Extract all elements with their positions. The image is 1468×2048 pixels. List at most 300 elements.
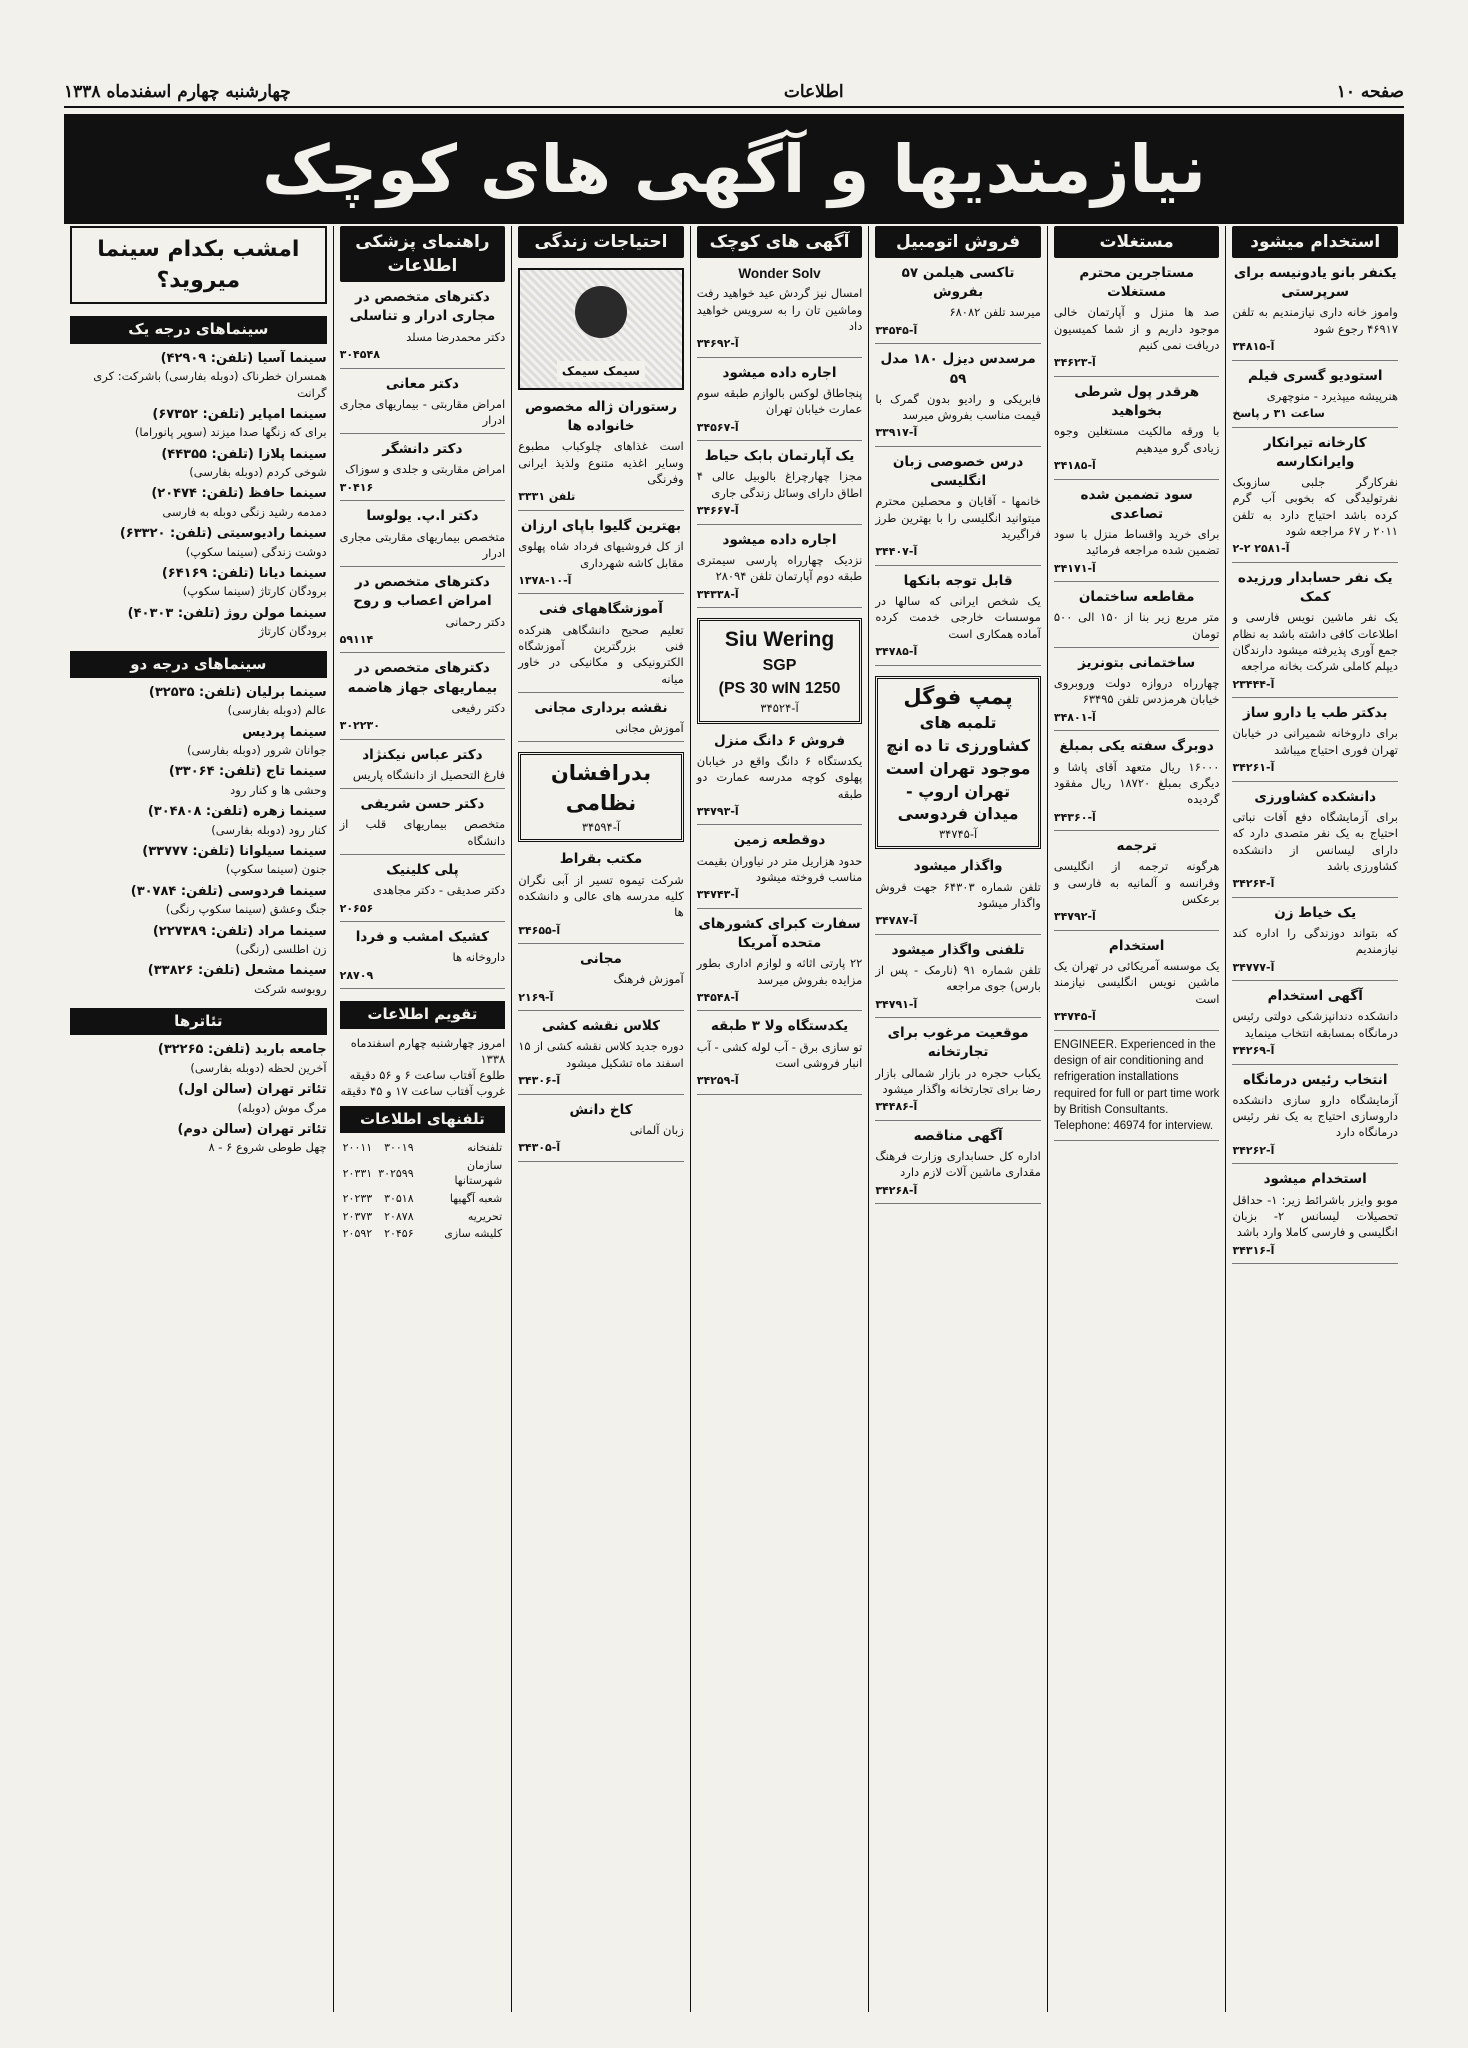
ad-text: تعلیم صحیح دانشگاهی هنرکده فنی بزرگترین آموزشگاه الکترونیکی و مکانیکی در خاور میانه — [518, 622, 684, 686]
ad-title: دکترهای متخصص در مجاری ادرار و تناسلی — [349, 289, 496, 325]
phones-row — [340, 1225, 506, 1243]
ad-code: آ-۳۴۸۱۵ — [1232, 340, 1275, 354]
ad-text: دکتر صدیقی - دکتر مجاهدی — [372, 883, 506, 898]
classified-ad — [1232, 987, 1398, 1064]
paper-name: اطلاعات — [783, 82, 844, 102]
ad-title: دکتر عباس نیکنژاد — [362, 746, 483, 763]
cinema-name: سینما سیلوانا (تلفن: ۳۳۷۷۷) — [142, 843, 327, 859]
ad-title: سفارت کبرای کشورهای متحده آمریکا — [698, 915, 861, 952]
ad-title: دکتر ا.پ. یولوسا — [366, 508, 479, 525]
ad-code: آ-۳۴۱۷۱ — [1053, 561, 1096, 575]
phones-cell: ۲۰۸۷۸ — [384, 1209, 414, 1223]
cinema-desc: شوخی کردم (دوبله بفارسی) — [189, 465, 327, 480]
classified-ad — [1232, 434, 1398, 563]
ad-text: یک موسسه آمریکائی در تهران یک ماشین نویس انگلیسی نیازمند است — [1053, 959, 1220, 1006]
classified-ad — [340, 795, 506, 855]
ad-text: امراض مقاربتی و جلدی و سوزاک — [345, 462, 506, 477]
classified-ad — [518, 950, 684, 1011]
classified-ad — [518, 850, 684, 944]
cinema-listing — [70, 485, 327, 520]
ad-title: یکنفر بانو یادونیسه برای سرپرستی — [1233, 265, 1397, 301]
classified-ad — [1232, 704, 1398, 781]
ad-title: ساختمانی بتونریز — [1078, 655, 1196, 671]
ad-code: ۲۰۶۵۶ — [339, 901, 374, 915]
classified-ad — [518, 1017, 684, 1094]
ad-code: آ-۳۳۹۱۷ — [875, 426, 918, 440]
ad-title: دانشکده کشاورزی — [1254, 788, 1377, 805]
cinema-listing — [70, 1121, 327, 1156]
ad-text: فابریکی و رادیو بدون گمرک با قیمت مناسب بفروش میرسد — [875, 391, 1041, 423]
cinema-listing — [70, 923, 327, 958]
ad-text: آموزش مجانی — [615, 721, 684, 736]
ad-text: پنجاطاق لوکس بالوازم طبقه سوم عمارت خیابان تهران — [696, 386, 863, 417]
cinema-desc: مرگ موش (دوبله) — [237, 1100, 327, 1115]
classified-ad — [697, 531, 863, 608]
ad-text: چهارراه دروازه دولت وروبروی خیابان هرمزدس تلفن ۶۳۴۹۵ — [1053, 676, 1220, 707]
boxed-ad-line: (PS 30 wIN 1250 — [718, 679, 841, 697]
ad-text: متخصص بیماریهای مقاربتی مجاری ادرار — [339, 529, 506, 560]
cinema-desc: کنار رود (دوبله بفارسی) — [211, 822, 327, 837]
cinema-name: سینما امپایر (تلفن: ۶۷۳۵۲) — [152, 406, 327, 422]
ad-text: متر مربع زیر بنا از ۱۵۰ الی ۵۰۰ تومان — [1053, 610, 1220, 641]
cinema-desc: دمدمه رشید زنگی دوبله به فارسی — [162, 504, 327, 519]
ad-text: یکباب حجره در بازار شمالی بازار رضا برای تجارتخانه واگذار میشود — [875, 1065, 1041, 1096]
column-head: استخدام میشود — [1232, 226, 1398, 258]
column-col7 — [64, 226, 333, 2012]
cinema-desc: جنگ وعشق (سینما سکوپ رنگی) — [165, 902, 327, 917]
ad-text: تلفن شماره ۶۴۳۰۳ جهت فروش واگذار میشود — [875, 879, 1041, 910]
ad-text: خانمها - آقایان و محصلین محترم میتوانید انگلیسی را با بهترین طرز فراگیرید — [875, 494, 1041, 541]
ad-title: یکدستگاه ولا ۳ طبقه — [710, 1018, 849, 1035]
section-head: سینماهای درجه دو — [70, 651, 327, 678]
phones-cell: سازمان شهرستانها — [454, 1158, 503, 1188]
ad-title: واگذار میشود — [913, 858, 1003, 875]
cinema-listing — [70, 684, 327, 719]
classified-ad — [875, 350, 1041, 447]
phones-cell: ۳۰۰۱۹ — [384, 1141, 414, 1155]
ad-text: دوره جدید کلاس نقشه کشی از ۱۵ اسفند ماه تشکیل میشود — [518, 1039, 684, 1070]
ad-text: برای خرید واقساط منزل با سود تضمین شده مراجعه فرمائید — [1053, 526, 1220, 558]
ad-code: آ-۳۴۱۸۵ — [1053, 459, 1096, 472]
cinema-listing — [70, 803, 327, 838]
ad-title: مرسدس دیزل ۱۸۰ مدل ۵۹ — [880, 351, 1036, 387]
cinema-listing — [70, 1081, 327, 1116]
classified-ad — [518, 517, 684, 594]
ad-code: ساعت ۳۱ ر پاسخ — [1232, 407, 1325, 421]
boxed-ad-line: تهران اروپ - میدان فردوسی — [897, 781, 1019, 824]
boxed-ad-line: Siu Wering — [724, 628, 835, 652]
page-number: صفحه ۱۰ — [1336, 82, 1404, 102]
cinema-desc: روبوسه شرکت — [254, 981, 327, 996]
phones-cell: ۲۰۳۷۳ — [342, 1209, 373, 1223]
phones-row — [340, 1157, 506, 1190]
ad-text: واموز خانه داری نیازمندیم به تلفن ۴۶۹۱۷ رجوع شود — [1232, 305, 1398, 336]
ad-text: میرسد تلفن ۶۸۰۸۲ — [949, 305, 1041, 320]
ad-title: مجانی — [580, 951, 622, 968]
classified-ad — [875, 941, 1041, 1018]
phones-cell: ۲۰۳۳۱ — [342, 1166, 373, 1180]
cinema-desc: برودگان کارتاژ (سینما سکوپ) — [182, 584, 327, 599]
ad-text: شرکت تیموه تسیر از آبی نگران کلیه مدرسه های عالی و دانشکده ها — [518, 872, 684, 920]
classified-ad — [875, 264, 1041, 344]
ad-title: فروش ۶ دانگ منزل — [714, 732, 846, 749]
cinema-name: جامعه باربد (تلفن: ۳۲۲۶۵) — [157, 1042, 327, 1058]
ad-code: آ-۳۴۷۹۲ — [1053, 910, 1096, 924]
ad-title: دکترهای متخصص در امراض اعصاب و روح — [353, 574, 492, 610]
ad-title: تلفنی واگذار میشود — [891, 941, 1025, 958]
cinema-name: سینما پردیس — [242, 724, 327, 740]
cinema-name: سینما مولن روژ (تلفن: ۴۰۳۰۳) — [127, 605, 327, 621]
ad-title: کاخ دانش — [569, 1101, 633, 1118]
column-col3 — [868, 226, 1047, 2012]
classified-ad — [1054, 937, 1220, 1031]
classified-ad — [340, 573, 506, 653]
classified-ad — [518, 600, 684, 692]
ad-code: آ-۳۴۵۴۸ — [696, 990, 739, 1004]
boxed-ad-line: پمپ فوگل — [903, 684, 1013, 709]
ad-text: یک شخص ایرانی که سالها در موسسات خارجی خدمت کرده آماده همکاری است — [875, 594, 1041, 641]
classified-ad — [1232, 264, 1398, 361]
cinema-desc: عالم (دوبله بفارسی) — [227, 703, 327, 718]
phones-cell: ۲۰۲۳۳ — [342, 1191, 373, 1205]
phones-cell: شعبه آگهیها — [449, 1191, 503, 1205]
ad-title: درس خصوصی زبان انگلیسی — [892, 453, 1024, 490]
phones-row — [340, 1208, 506, 1226]
ad-code: آ-۳۴۳۰۶ — [518, 1074, 561, 1088]
classified-ad — [697, 264, 863, 358]
ad-code: آ-۳۴۲۶۴ — [1232, 877, 1275, 891]
ad-code: آ-۳۴۲۶۹ — [1232, 1044, 1275, 1057]
phones-head: تلفنهای اطلاعات — [340, 1106, 506, 1133]
ad-title: دکتر معانی — [385, 375, 459, 392]
classified-ad — [1054, 486, 1220, 583]
ad-title: رستوران ژاله مخصوص خانواده ها — [524, 399, 677, 435]
ad-code: آ-۳۴۲۶۸ — [875, 1183, 918, 1197]
ad-code: آ-۳۴۷۴۳ — [696, 888, 739, 902]
classified-ad — [697, 831, 863, 908]
classified-ad — [518, 1101, 684, 1162]
image-ad — [518, 268, 684, 390]
ad-title: سود تضمین شده تصاعدی — [1080, 486, 1193, 522]
ad-text: هرگونه ترجمه از انگلیسی وفرانسه و آلمانیه به فارسی و برعکس — [1053, 859, 1220, 906]
ad-text: یک نفر ماشین نویس فارسی و اطلاعات کافی داشته باشد به نظام جمع آوری پذیرفته میشود دارندگان دیپلم کاملی شرکت بخانه مراجعه — [1232, 610, 1398, 674]
cinema-desc: برای که زنگها صدا میزند (سوپر پانوراما) — [134, 425, 327, 440]
ad-code: ۳۰۴۱۶ — [339, 480, 374, 494]
cinema-title: امشب بکدام سینما میروید؟ — [70, 226, 327, 304]
cinema-listing — [70, 724, 327, 759]
ad-text: تو سازی برق - آب لوله کشی - آب انبار فروشی است — [696, 1039, 863, 1070]
classified-ad — [697, 1017, 863, 1094]
cinema-listing — [70, 883, 327, 918]
ad-code: آ-۳۴۶۲۳ — [1053, 356, 1096, 370]
cinema-name: سینما پلازا (تلفن: ۴۴۳۵۵) — [161, 446, 327, 462]
classified-ad — [340, 928, 506, 989]
ad-text: امسال نیز گردش عید خواهید رفت وماشین تان را به سرویس خواهید داد — [696, 286, 863, 333]
ad-text: تلفن شماره ۹۱ (نارمک - پس از بارس) جوی مراجعه — [875, 962, 1041, 994]
cinema-listing — [70, 1041, 327, 1076]
classified-ad — [1232, 788, 1398, 898]
ad-title: Wonder Solv — [738, 266, 821, 282]
ad-text: آزمایشگاه دارو سازی دانشکده داروسازی احتیاج به یک نفر رئیس درمانگاه دارد — [1232, 1092, 1398, 1140]
cinema-name: سینما فردوسی (تلفن: ۳۰۷۸۴) — [130, 883, 327, 899]
phones-cell: ۳۰۲۵۹۹ — [378, 1166, 414, 1180]
ad-text: ۱۶۰۰۰ ریال متعهد آقای پاشا و دیگری بمبلغ ۱۸۷۲۰ ریال مفقود گردیده — [1053, 759, 1220, 807]
ad-code: ۲۸۷۰۹ — [339, 968, 374, 982]
ad-code: آ-۳۴۵۹۴ — [581, 820, 621, 835]
ad-text: موبو وایزر باشرائط زیر: ۱- حداقل تحصیلات لیسانس ۲- بزبان انگلیسی و فارسی کاملا وارد باشد — [1232, 1192, 1398, 1240]
ad-text: ۲۲ پارتی اثاثه و لوازم اداری بطور مزایده بفروش میرسد — [696, 956, 863, 987]
cinema-name: تئاتر تهران (سالن اول) — [177, 1082, 327, 1098]
boxed-ad — [697, 618, 863, 724]
ad-title: دکتر حسن شریفی — [360, 796, 485, 813]
ad-code: ۳۰۴۵۴۸ — [339, 347, 380, 361]
column-head: مستغلات — [1054, 226, 1220, 258]
ad-title: استخدام — [1108, 937, 1165, 954]
classified-ad — [340, 861, 506, 922]
ad-code: آ-۳۴۵۲۴ — [760, 701, 799, 716]
ad-code: آ-۳۴۳۶۰ — [1053, 810, 1096, 824]
boxed-ad-line: SGP — [762, 656, 797, 674]
classified-ad — [1232, 1170, 1398, 1264]
classified-ad — [697, 915, 863, 1012]
classified-ad — [340, 288, 506, 368]
boxed-ad-line: تلمبه های کشاورزی تا ده انچ موجود تهران است — [885, 713, 1031, 778]
ad-code: آ-۳۴۷۷۷ — [1232, 960, 1275, 974]
ad-code: آ-۳۴۸۰۱ — [1053, 710, 1096, 724]
calendar-line: امروز چهارشنبه چهارم اسفندماه ۱۳۳۸ — [350, 1035, 506, 1066]
ad-title: دوبرگ سفته یکی بمبلغ — [1059, 738, 1214, 755]
ad-title: مقاطعه ساختمان — [1078, 589, 1195, 606]
ad-title: موقعیت مرغوب برای تجارتخانه — [887, 1025, 1029, 1061]
column-head: آگهی های کوچک — [697, 226, 863, 258]
calendar-line: غروب آفتاب ساعت ۱۷ و ۴۵ دقیقه — [340, 1084, 506, 1099]
cinema-listing — [70, 446, 327, 481]
image-ad-text: سیمک سیمک — [557, 361, 645, 382]
ad-code: آ-۳۴۵۴۵ — [875, 323, 918, 337]
classified-ad — [518, 398, 684, 511]
page-header — [64, 76, 1404, 108]
cinema-name: سینما مشعل (تلفن: ۳۳۸۲۶) — [147, 963, 327, 979]
ad-title: استودیو گسری فیلم — [1247, 367, 1383, 384]
cinema-name: سینما مراد (تلفن: ۲۲۷۳۸۹) — [152, 923, 327, 939]
ad-code: آ-۳۴۲۶۲ — [1232, 1143, 1275, 1157]
classified-ad — [1232, 904, 1398, 981]
phones-row — [340, 1190, 506, 1208]
cinema-name: سینما زهره (تلفن: ۳۰۴۸۰۸) — [147, 804, 327, 820]
ad-code: آ-۳۴۴۸۶ — [875, 1100, 918, 1114]
ad-code: آ-۳۴۷۸۵ — [875, 645, 918, 658]
classified-ad — [340, 440, 506, 501]
ad-code: آ-۳۴۳۱۶ — [1232, 1243, 1275, 1257]
phones-cell: ۲۰۰۱۱ — [342, 1141, 373, 1155]
ad-code: آ-۳۴۷۴۵ — [938, 827, 978, 842]
phones-cell: ۲۰۵۹۲ — [342, 1227, 373, 1241]
ad-text: برای آزمایشگاه دفع آفات نباتی احتیاج به یک نفر متصدی دارد که دارای لیسانس از دانشکده کشاورزی باشد — [1232, 809, 1398, 873]
ad-code: آ-۲۵۸۱ ۲-۲ — [1232, 542, 1290, 556]
ad-code: آ-۳۴۶۵۵ — [518, 923, 561, 937]
ad-text: نفرکارگر جلبی سازوبک نفرتولیدگی که بخوبی آب گرم کرده باشد احتیاج دارد به تلفن ۲۰۱۱ ر ۶۷ مراجعه شود — [1232, 475, 1398, 539]
cinema-listing — [70, 406, 327, 441]
ad-code: آ-۳۴۷۸۷ — [875, 914, 918, 928]
cinema-name: سینما دیانا (تلفن: ۶۴۱۶۹) — [161, 566, 327, 581]
cinema-desc: همسران خطرناک (دوبله بفارسی) باشرکت: کری گرانت — [93, 369, 327, 400]
classified-ad — [1232, 367, 1398, 428]
column-col6 — [333, 226, 512, 2012]
ad-title: پلی کلینیک — [386, 862, 459, 879]
ad-title: بهترین گلیوا باپای ارزان — [520, 518, 682, 535]
cinema-name: سینما آسیا (تلفن: ۴۲۹۰۹) — [160, 350, 327, 366]
ad-text: زبان آلمانی — [629, 1122, 684, 1137]
ad-title: تاکسی هیلمن ۵۷ بفروش — [901, 265, 1015, 301]
classified-ad — [1232, 1071, 1398, 1165]
phones-cell: کلیشه سازی — [444, 1227, 503, 1241]
classified-ad — [875, 857, 1041, 934]
ad-title: مکتب بقراط — [559, 851, 643, 868]
ad-title: اجاره داده میشود — [722, 531, 837, 548]
cinema-name: سینما تاج (تلفن: ۳۳۰۶۴) — [168, 764, 327, 780]
ad-title: یک آپارتمان بابک حیاط — [704, 448, 855, 465]
ad-code: آ-۳۴۳۳۸ — [696, 587, 739, 601]
cinema-desc: جنون (سینما سکوپ) — [225, 862, 327, 877]
ad-title: کلاس نقشه کشی — [541, 1018, 661, 1035]
ad-text: دکتر محمدرضا مسلد — [406, 329, 506, 344]
column-head: راهنمای پزشکی اطلاعات — [340, 226, 506, 282]
column-head: فروش اتومبیل — [875, 226, 1041, 258]
cinema-listing — [70, 605, 327, 640]
english-ad: ENGINEER. Experienced in the design of air conditioning and refrigeration installations required for full or part time work by British Consultants. Telephone: 46974 for interview. — [1054, 1037, 1220, 1141]
cinema-desc: چهل طوطی شروع ۶ - ۸ — [208, 1140, 327, 1155]
ad-code: ۳۰۲۲۳۰ — [339, 719, 380, 733]
ad-title: استخدام میشود — [1263, 1171, 1367, 1188]
column-col1 — [1225, 226, 1404, 2012]
ad-code: آ-۳۴۷۹۱ — [875, 997, 918, 1011]
classified-columns — [64, 226, 1404, 2012]
ad-code: آ-۳۴۶۶۷ — [696, 504, 739, 518]
ad-code: آ-۳۴۶۹۲ — [696, 337, 739, 351]
ad-title: نقشه برداری مجانی — [534, 699, 668, 716]
ad-text: صد ها منزل و آپارتمان خالی موجود داریم و از شما کمیسیون دریافت نمی کنیم — [1053, 305, 1220, 353]
ad-title: کارخانه تیرانکار وایرانکارسه — [1263, 434, 1367, 470]
classified-ad — [340, 507, 506, 567]
cinema-desc: دوشت زندگی (سینما سکوپ) — [185, 544, 327, 559]
ad-title: انتخاب رئیس درمانگاه — [1242, 1071, 1388, 1088]
classified-ad — [875, 1024, 1041, 1121]
column-col4 — [690, 226, 869, 2012]
classified-ad — [1054, 264, 1220, 377]
cinema-desc: آخرین لحظه (دوبله بفارسی) — [190, 1060, 327, 1075]
ad-title: آگهی مناقصه — [913, 1127, 1003, 1144]
classified-ad — [875, 1127, 1041, 1204]
ad-title: مستاجرین محترم مستغلات — [1079, 265, 1194, 301]
ad-title: اجاره داده میشود — [722, 364, 837, 381]
calendar-head: تقویم اطلاعات — [340, 1001, 506, 1028]
ad-text: داروخانه ها — [452, 950, 506, 965]
classified-ad — [1054, 588, 1220, 648]
ad-title: هرقدر پول شرطی بخواهید — [1074, 384, 1200, 420]
classified-ad — [697, 364, 863, 441]
ad-text: است غذاهای چلوکباب مطبوع وسایر اغذیه متنوع ولذیذ ایرانی وفرنگی — [518, 439, 684, 487]
ad-text: با ورقه مالکیت مستغلین وجوه زیادی گرو میدهیم — [1053, 424, 1220, 455]
ad-text: دکتر رحمانی — [445, 614, 506, 629]
classified-ad — [340, 659, 506, 739]
ad-code: آ-۳۴۴۰۷ — [875, 545, 918, 559]
ad-title: دوقطعه زمین — [733, 832, 826, 849]
ad-title: کشیک امشب و فردا — [355, 929, 490, 946]
cinema-desc: زن اطلسی (رنگی) — [235, 942, 327, 956]
classified-ad — [1232, 569, 1398, 698]
ad-code: آ-۳۴۵۶۷ — [696, 420, 739, 434]
ad-text: حدود هزاریل متر در نیاوران بقیمت مناسب فروخته میشود — [696, 853, 863, 884]
boxed-ad — [518, 752, 684, 842]
ad-title: بدکتر طب یا دارو ساز — [1243, 705, 1388, 722]
ad-code: آ-۳۴۷۹۳ — [696, 804, 739, 818]
classified-ad — [697, 447, 863, 524]
classified-ad — [1054, 737, 1220, 831]
classified-ad — [697, 732, 863, 826]
ad-text: که بتواند دوزندگی را اداره کند نیازمندیم — [1232, 925, 1398, 957]
cinema-listing — [70, 350, 327, 401]
ad-code: آ-۱۰-۱۳۷۸ — [518, 573, 572, 587]
classified-ad — [340, 746, 506, 789]
ad-code: آ-۳۴۷۴۵ — [1053, 1010, 1096, 1024]
ad-text: فارغ التحصیل از دانشگاه پاریس — [352, 767, 506, 782]
section-head: تئاترها — [70, 1008, 327, 1035]
ad-title: ترجمه — [1116, 838, 1157, 855]
ad-title: قابل توجه بانکها — [903, 572, 1013, 589]
section-head: سینماهای درجه یک — [70, 316, 327, 343]
cinema-name: سینما حافظ (تلفن: ۲۰۴۷۴) — [151, 486, 327, 502]
ad-code: آ-۳۴۲۶۱ — [1232, 761, 1275, 775]
column-col2 — [1047, 226, 1226, 2012]
issue-date: چهارشنبه چهارم اسفندماه ۱۳۳۸ — [64, 82, 291, 102]
phones-cell: ۳۰۵۱۸ — [384, 1191, 414, 1205]
cinema-listing — [70, 565, 327, 600]
classified-ad — [875, 453, 1041, 566]
boxed-ad — [875, 676, 1041, 850]
ad-text: امراض مقاربتی - بیماریهای مجاری ادرار — [339, 396, 506, 427]
ad-text: نزدیک چهارراه پارسی سیمتری طبقه دوم آپارتمان تلفن ۲۸۰۹۴ — [696, 552, 863, 584]
ad-text: از کل فروشیهای فرداد شاه پهلوی مقابل کاشه شهرداری — [518, 539, 684, 570]
phones-row — [340, 1139, 506, 1157]
classified-ad — [1054, 383, 1220, 480]
ad-code: آ-۲۳۴۴۴ — [1232, 677, 1275, 691]
phones-cell: تحریریه — [467, 1209, 503, 1223]
ad-text: دکتر رفیعی — [451, 700, 506, 715]
classified-ad — [340, 375, 506, 435]
portrait-icon — [575, 286, 627, 338]
calendar-line: طلوع آفتاب ساعت ۶ و ۵۶ دقیقه — [349, 1068, 506, 1083]
ad-code: آ-۳۴۲۵۹ — [696, 1074, 739, 1088]
ad-title: یک خیاط زن — [1274, 904, 1357, 921]
classified-ad — [518, 699, 684, 742]
ad-text: اداره کل حسابداری وزارت فرهنگ مقداری ماشین آلات لازم دارد — [875, 1148, 1041, 1180]
cinema-listing — [70, 525, 327, 560]
classified-ad — [1054, 654, 1220, 731]
ad-text: دانشکده دندانپزشکی دولتی رئیس درمانگاه بمسابقه انتخاب مینماید — [1232, 1009, 1398, 1040]
cinema-desc: جوانان شرور (دوبله بفارسی) — [187, 743, 327, 758]
cinema-listing — [70, 843, 327, 878]
boxed-ad-line: بدرافشان نظامی — [550, 761, 652, 816]
phones-cell: تلفنخانه — [467, 1141, 503, 1155]
cinema-name: تئاتر تهران (سالن دوم) — [177, 1121, 327, 1137]
cinema-listing — [70, 962, 327, 997]
phones-table — [340, 1139, 506, 1243]
ad-title: آگهی استخدام — [1267, 988, 1363, 1005]
ad-text: مجزا چهارچراغ بالوبیل عالی ۴ اطاق دارای وسائل زندگی جاری — [696, 469, 863, 500]
ad-title: دکترهای متخصص در بیماریهای جهاز هاضمه — [347, 660, 498, 696]
ad-text: یکدستگاه ۶ دانگ واقع در خیابان پهلوی کوچه مدرسه عمارت دو طبقه — [696, 753, 863, 801]
ad-title: آموزشگاههای فنی — [539, 601, 663, 618]
